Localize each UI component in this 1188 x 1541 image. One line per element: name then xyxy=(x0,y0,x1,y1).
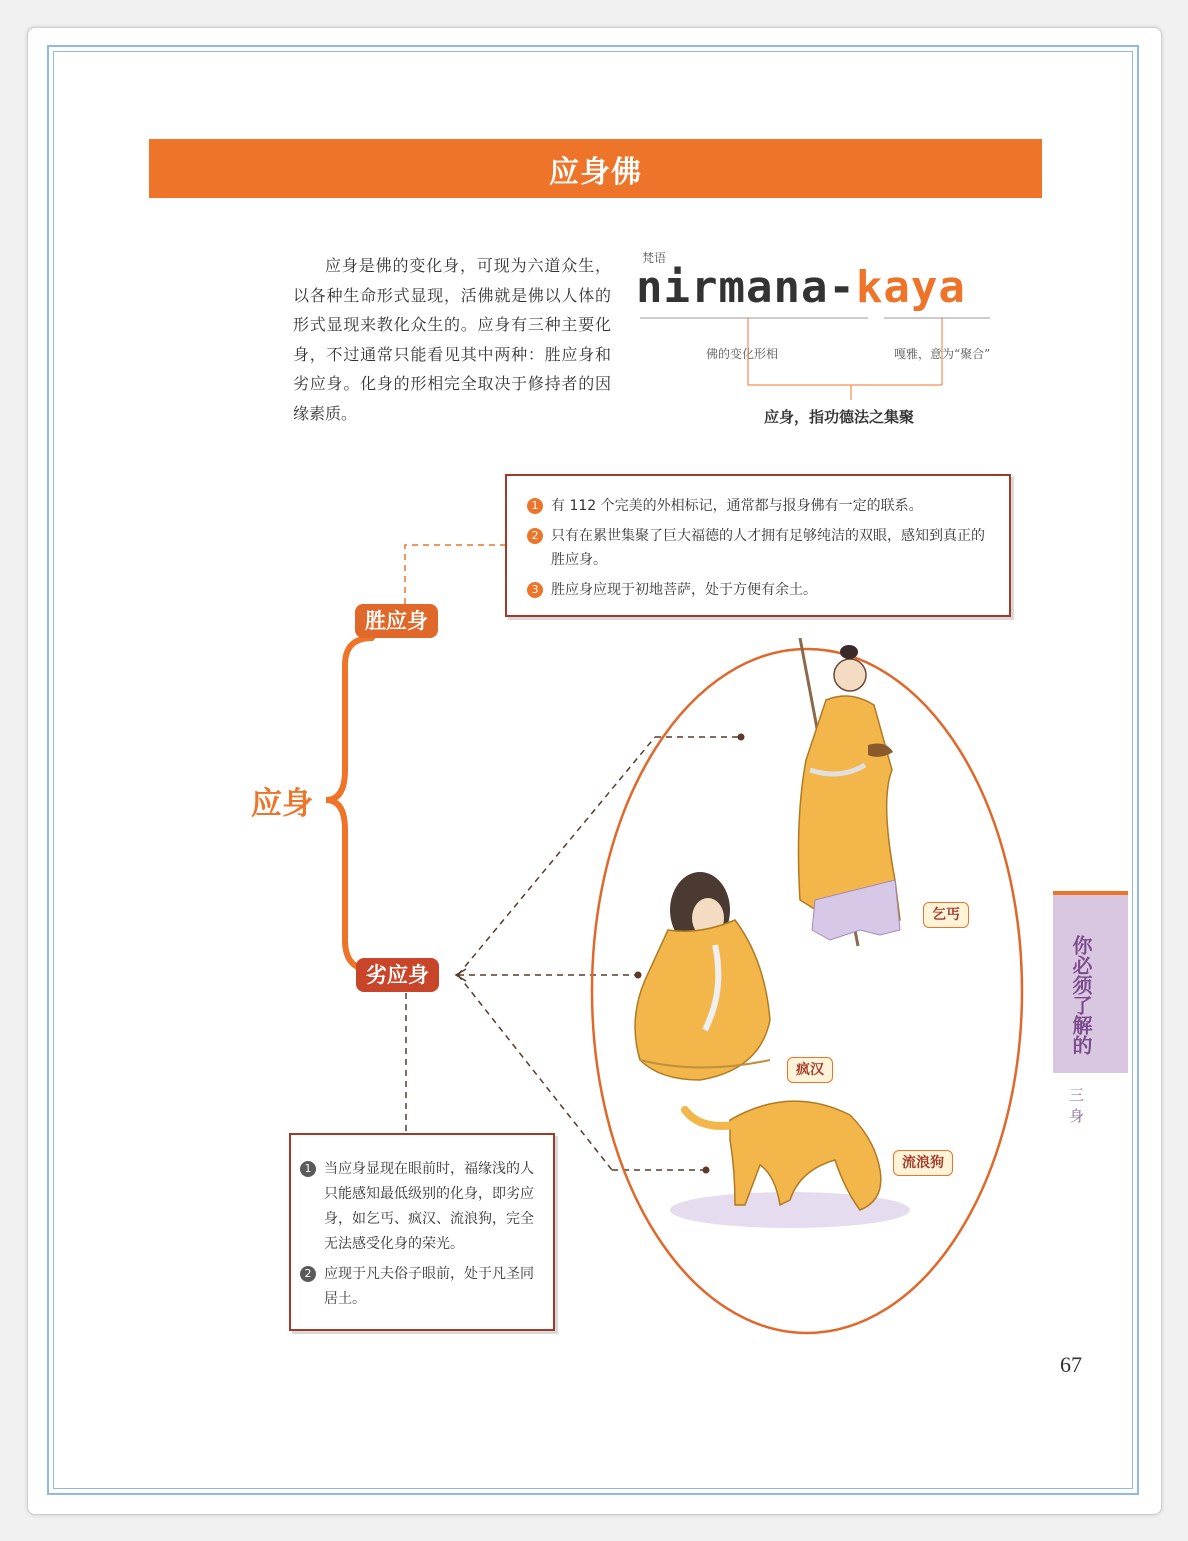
page-title: 应身佛 xyxy=(549,154,642,190)
side-tab-title: 你必须了解的 xyxy=(1069,935,1093,1055)
superior-note-1 xyxy=(527,494,997,518)
chapter-side-tab xyxy=(1053,891,1128,1073)
sanskrit-word-part1: nirmana- xyxy=(636,262,856,313)
inferior-note-1 xyxy=(300,1157,545,1257)
figure-tag-beggar: 乞丐 xyxy=(923,902,969,928)
number-badge-icon: 2 xyxy=(300,1266,316,1282)
stray-dog-icon xyxy=(670,1101,910,1228)
superior-notes-box xyxy=(505,474,1011,617)
brace-icon xyxy=(326,638,372,970)
beggar-figure-icon xyxy=(798,638,900,946)
inferior-note-1-text: 当应身显现在眼前时，福缘浅的人只能感知最低级别的化身，即劣应身，如乞丐、疯汉、流浪狗，完全无法感受化身的荣光。 xyxy=(324,1161,534,1252)
number-badge-icon: 1 xyxy=(527,498,543,514)
inferior-note-2-text: 应现于凡夫俗子眼前，处于凡圣同居土。 xyxy=(324,1266,534,1307)
figure-tag-stray-dog: 流浪狗 xyxy=(893,1150,953,1176)
number-badge-icon: 2 xyxy=(527,528,543,544)
superior-note-3 xyxy=(527,578,997,602)
inferior-note-2 xyxy=(300,1262,545,1312)
etymology-combined: 应身，指功德法之集聚 xyxy=(764,408,915,426)
number-badge-icon: 1 xyxy=(300,1161,316,1177)
superior-note-2 xyxy=(527,524,997,572)
page-number: 67 xyxy=(1060,1352,1082,1377)
number-badge-icon: 3 xyxy=(527,582,543,598)
superior-body-badge: 胜应身 xyxy=(355,604,438,638)
inferior-body-badge: 劣应身 xyxy=(356,958,439,992)
etymology-meaning-2: 嘎雅，意为“聚合” xyxy=(894,347,991,361)
sanskrit-label: 梵语 xyxy=(642,251,667,265)
sanskrit-word-part2: kaya xyxy=(855,262,966,313)
main-concept-label: 应身 xyxy=(251,786,313,822)
superior-note-1-text: 有 112 个完美的外相标记，通常都与报身佛有一定的联系。 xyxy=(551,498,923,514)
intro-paragraph: 应身是佛的变化身，可现为六道众生，以各种生命形式显现，活佛就是佛以人体的形式显现来教化众生的。应身有三种主要化身，不过通常只能看见其中两种：胜应身和劣应身。化身的形相完全取决于修持者的因缘素质。 xyxy=(293,256,611,423)
etymology-lines xyxy=(640,318,990,400)
figure-tag-madman: 疯汉 xyxy=(787,1057,833,1083)
inferior-notes-box xyxy=(289,1133,555,1331)
side-tab-subtitle: 三身 xyxy=(1067,1087,1085,1129)
dashed-connectors xyxy=(405,545,505,604)
superior-note-2-text: 只有在累世集聚了巨大福德的人才拥有足够纯洁的双眼，感知到真正的胜应身。 xyxy=(551,528,985,568)
etymology-meaning-1: 佛的变化形相 xyxy=(706,347,779,361)
superior-note-3-text: 胜应身应现于初地菩萨，处于方便有余土。 xyxy=(551,582,817,598)
madman-figure-icon xyxy=(635,872,770,1080)
